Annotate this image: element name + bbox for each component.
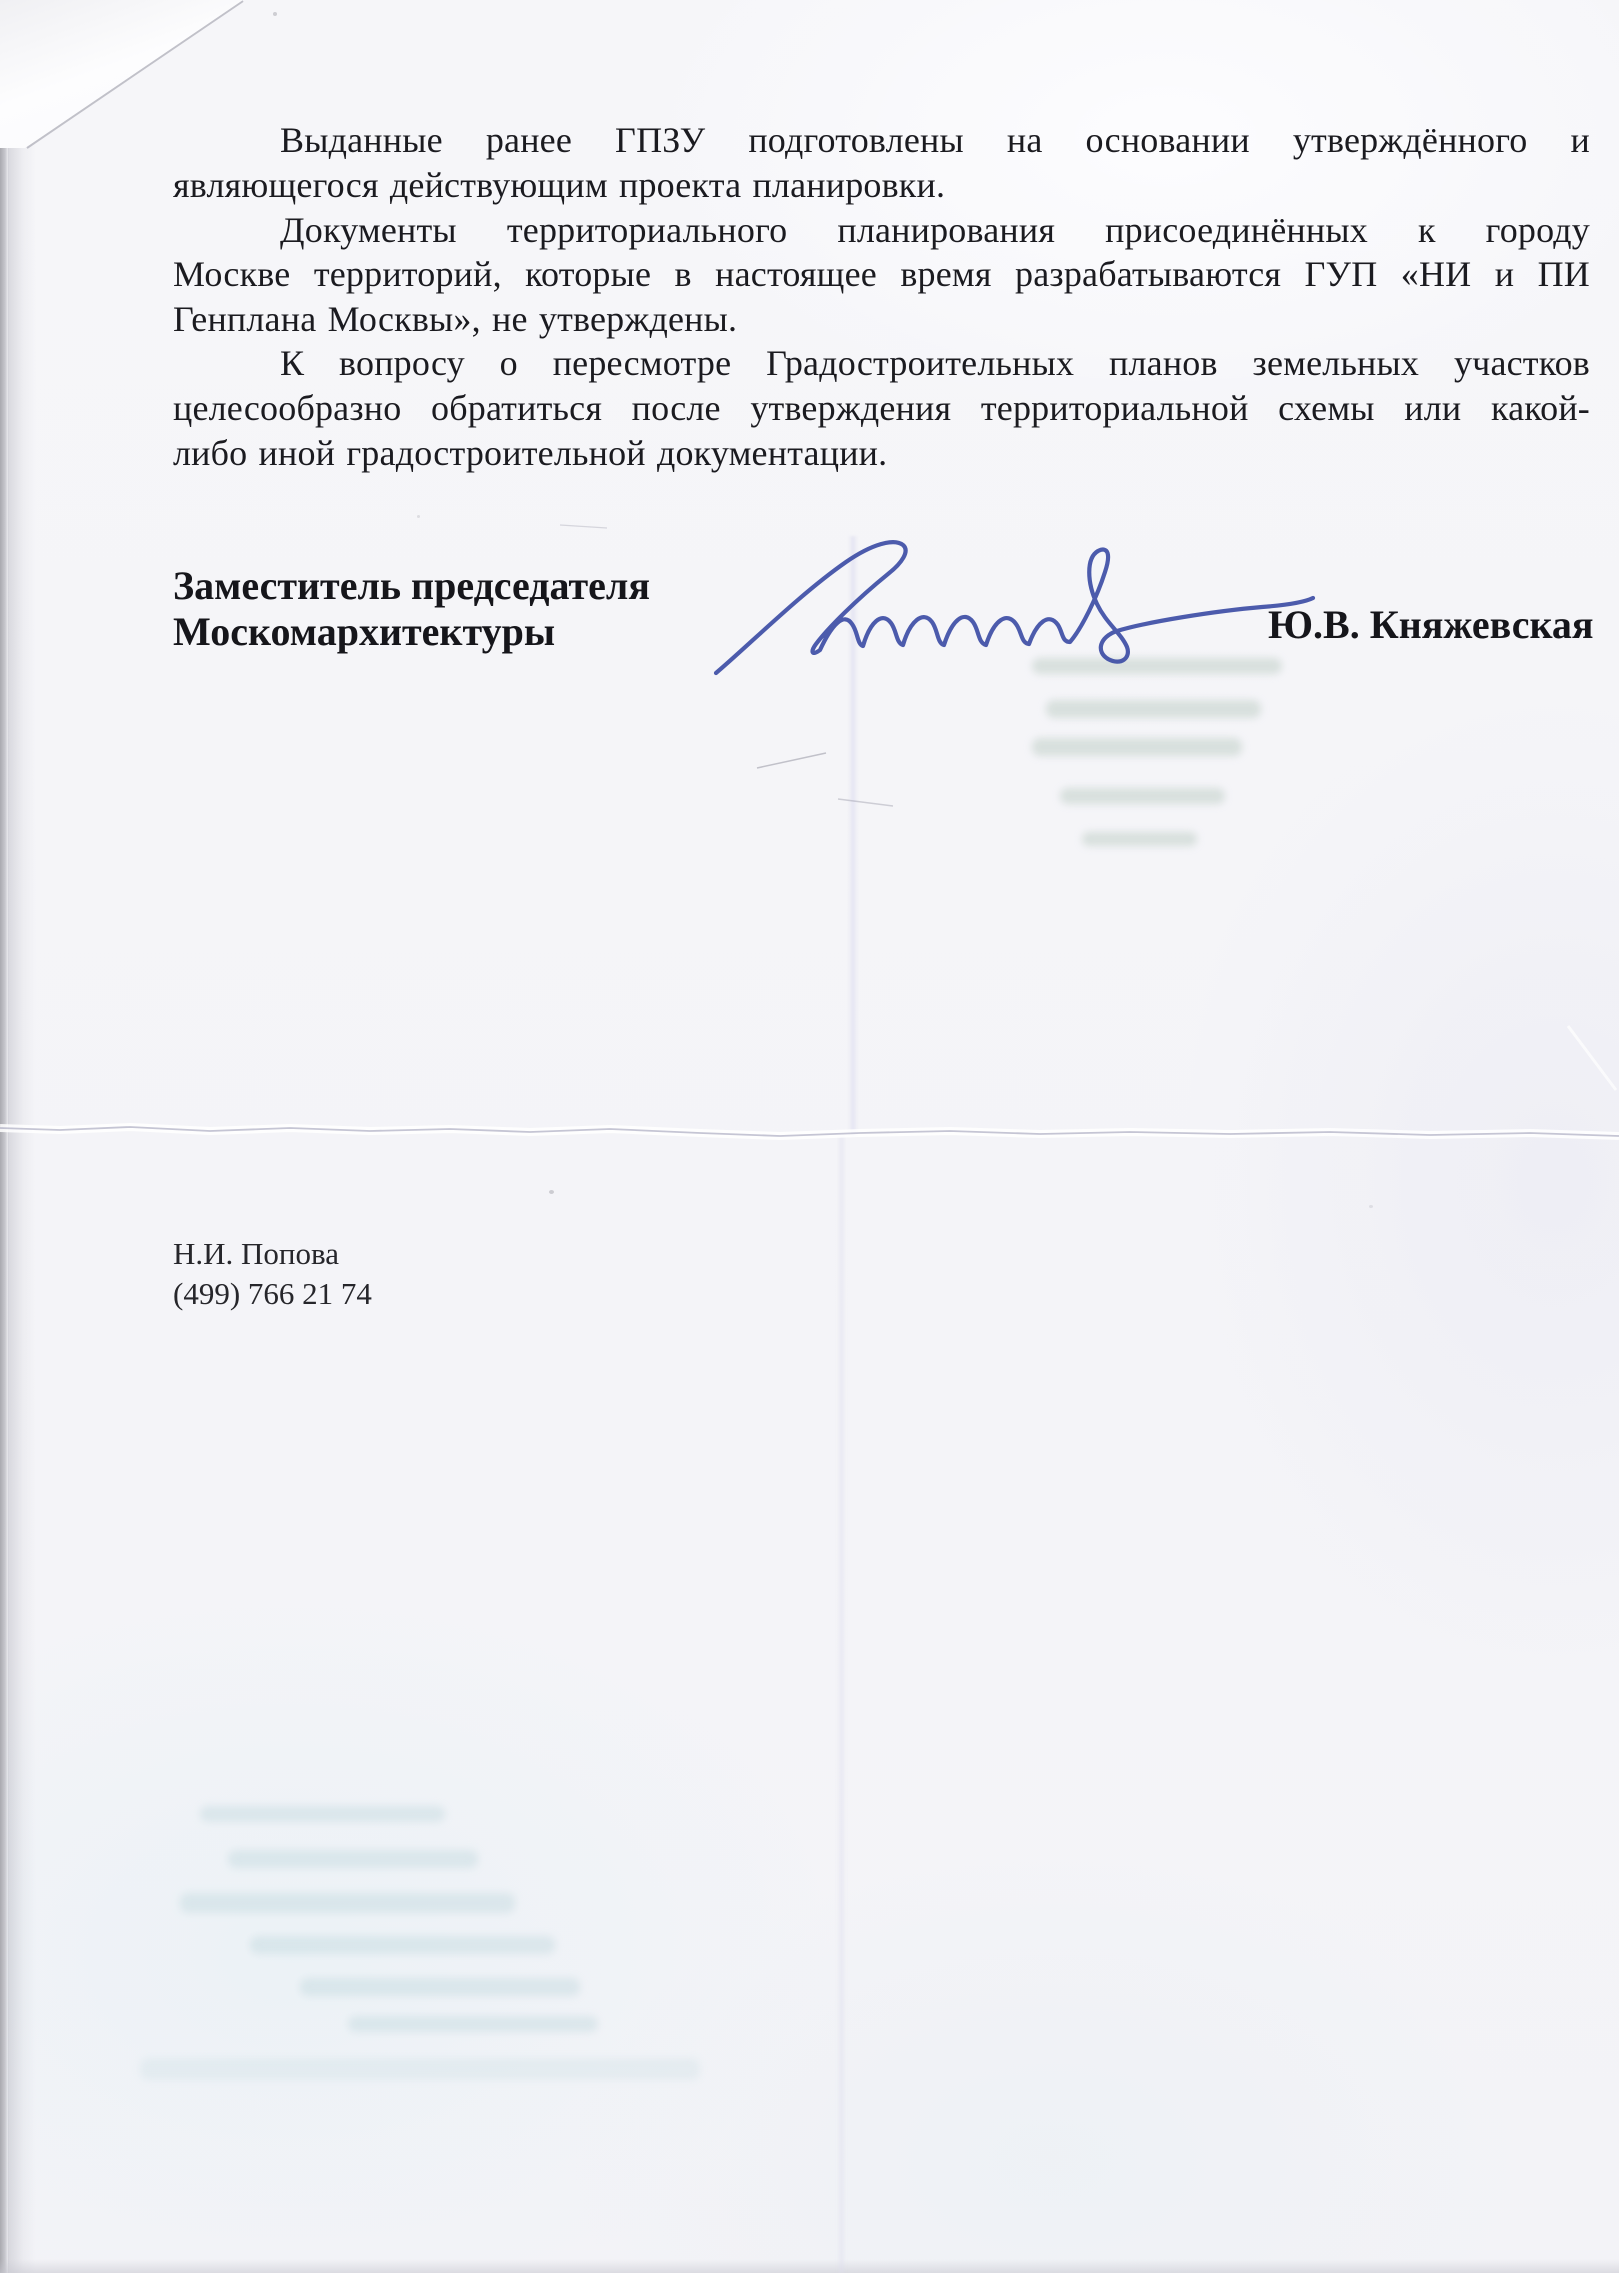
vertical-fold-crease-upper [848,536,858,1136]
body-line: Москве территорий, которые в настоящее время разрабатываются ГУП «НИ и ПИ [173,254,1590,294]
right-edge-streak [1568,1026,1616,1090]
small-crease [757,753,826,768]
vertical-fold-crease-lower [837,1136,846,2273]
bleed-through-text [1082,832,1197,846]
body-line: либо иной градостроительной документации. [173,433,888,473]
small-crease [560,525,607,528]
bleed-through-text [1046,700,1261,718]
bleed-through-text [140,2058,700,2080]
body-line: Выданные ранее ГПЗУ подготовлены на основании утверждённого и [280,120,1590,160]
body-line: К вопросу о пересмотре Градостроительных планов земельных участков [280,343,1590,383]
signer-title-line2: Москомархитектуры [173,609,556,654]
horizontal-fold-crease-halo [0,1127,1619,1136]
signer-title-line1: Заместитель председателя [173,563,650,608]
dust-speck [273,12,277,16]
bleed-through-text [228,1850,478,1868]
bleed-through-text [200,1806,445,1822]
body-line: целесообразно обратиться после утверждения территориальной схемы или какой- [173,388,1590,428]
body-line: Генплана Москвы», не утверждены. [173,299,738,339]
bleed-through-text [348,2016,598,2032]
dust-speck [417,515,420,518]
bleed-through-text [1060,788,1225,804]
bleed-through-text [1032,738,1242,756]
bleed-through-text [250,1936,555,1954]
bleed-through-text [1032,658,1282,674]
dust-speck [1369,1205,1373,1208]
horizontal-fold-crease [0,1127,1619,1136]
body-line: являющегося действующим проекта планировки. [173,165,946,205]
signer-name: Ю.В. Княжевская [1268,602,1594,647]
left-page-edge-shadow [8,140,36,2273]
bleed-through-text [300,1978,580,1996]
small-crease [838,799,893,806]
contact-person-name: Н.И. Попова [173,1236,339,1271]
dust-speck [549,1190,554,1194]
body-line: Документы территориального планирования присоединённых к городу [280,210,1590,250]
bleed-through-text [180,1893,515,1913]
bottom-page-edge-shadow [0,2259,1619,2273]
handwritten-signature [716,542,1313,673]
contact-phone-number: (499) 766 21 74 [173,1276,372,1311]
